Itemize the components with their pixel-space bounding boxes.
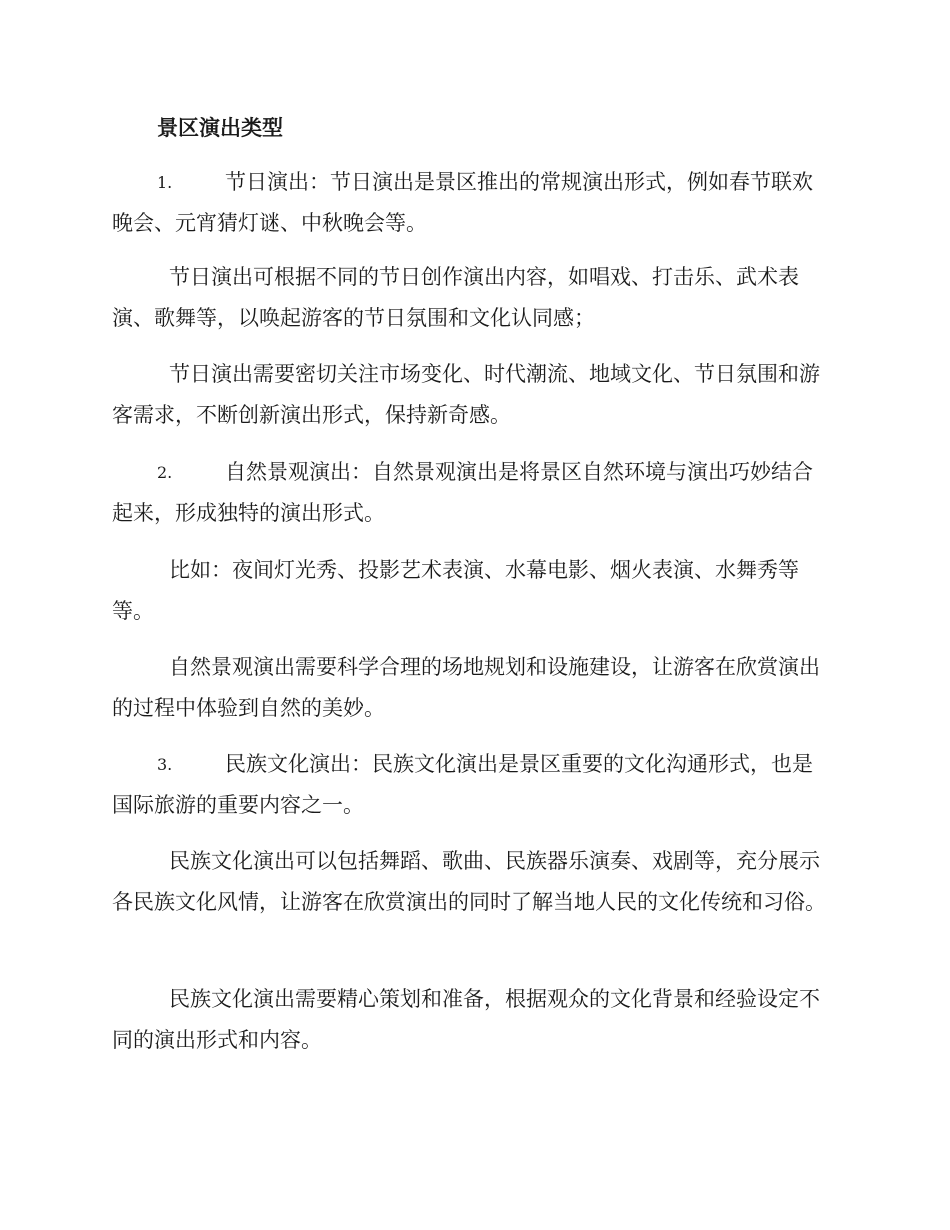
document-title: 景区演出类型 [157,115,283,140]
list-number: 1. [157,173,173,192]
list-item-3 [112,744,834,826]
list-item-2 [112,452,834,534]
list-item-1 [112,162,834,244]
list-item-lead-text: 民族文化演出：民族文化演出是景区重要的文化沟通形式，也是 [225,752,813,776]
list-number: 2. [157,463,173,482]
list-item-lead-text: 自然景观演出：自然景观演出是将景区自然环境与演出巧妙结合 [225,460,813,484]
list-item-first-line [112,452,834,493]
list-number: 3. [157,755,173,774]
list-item-continuation: 晚会、元宵猜灯谜、中秋晚会等。 [112,211,427,235]
paragraph: 节日演出需要密切关注市场变化、时代潮流、地域文化、节日氛围和游客需求，不断创新演出形式，保持新奇感。 [112,362,820,427]
list-item-continuation: 国际旅游的重要内容之一。 [112,793,364,817]
list-item-first-line [112,744,834,785]
paragraph: 节日演出可根据不同的节日创作演出内容，如唱戏、打击乐、武术表演、歌舞等，以唤起游客的节日氛围和文化认同感； [112,265,799,330]
paragraph: 比如：夜间灯光秀、投影艺术表演、水幕电影、烟火表演、水舞秀等等。 [112,558,799,623]
list-item-lead-text: 节日演出：节日演出是景区推出的常规演出形式，例如春节联欢 [225,170,813,194]
paragraph: 民族文化演出需要精心策划和准备，根据观众的文化背景和经验设定不同的演出形式和内容。 [112,987,820,1052]
paragraph: 民族文化演出可以包括舞蹈、歌曲、民族器乐演奏、戏剧等，充分展示各民族文化风情，让游客在欣赏演出的同时了解当地人民的文化传统和习俗。 [112,849,826,914]
list-item-continuation: 起来，形成独特的演出形式。 [112,501,385,525]
list-item-first-line [112,162,834,203]
paragraph: 自然景观演出需要科学合理的场地规划和设施建设，让游客在欣赏演出的过程中体验到自然的美妙。 [112,655,820,720]
